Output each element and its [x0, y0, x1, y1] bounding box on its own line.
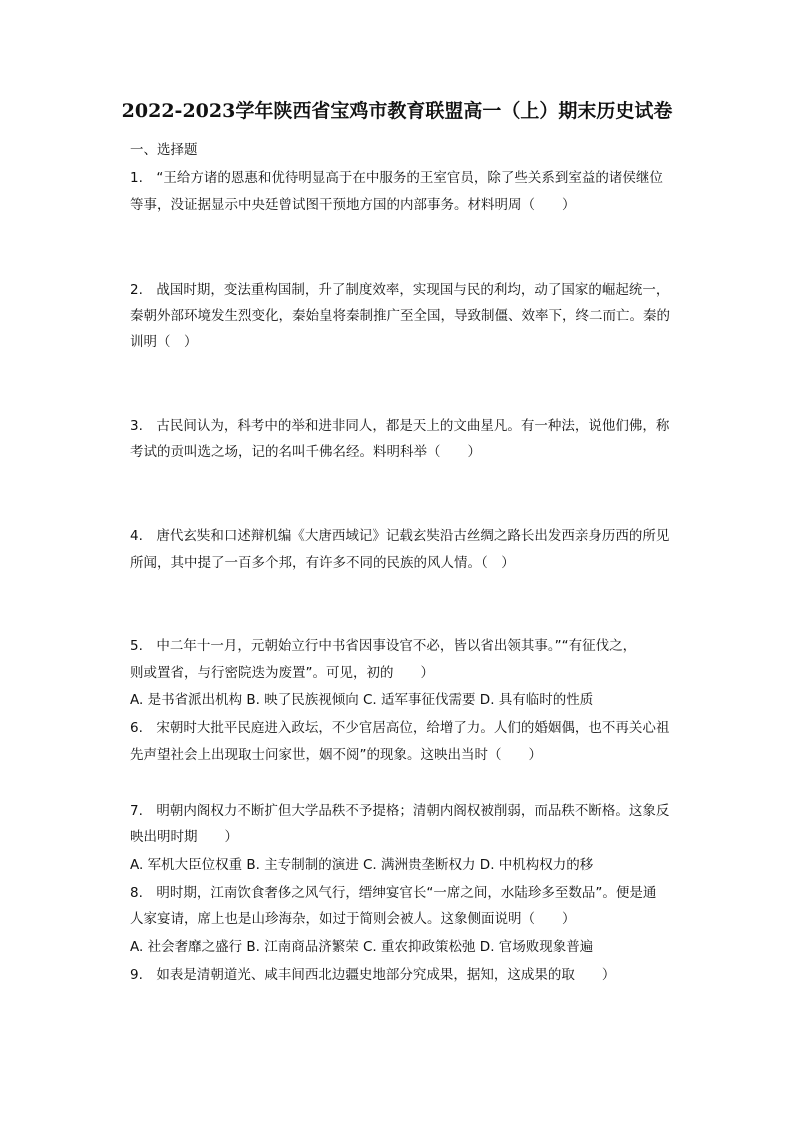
question-4-line-1: 4. 唐代玄奘和口述辩机编《大唐西域记》记载玄奘沿古丝绸之路长出发西亲身历西的所见 [130, 528, 670, 544]
question-4-line-2: 所闻，其中提了一百多个邦，有许多不同的民族的风人情。（ ） [130, 555, 515, 571]
question-9-line-1: 9. 如表是清朝道光、咸丰间西北边疆史地部分究成果，据知，这成果的取 ） [130, 967, 616, 983]
question-8-line-2: 人家宴请，席上也是山珍海杂，如过于简则会被人。这象侧面说明（ ） [130, 911, 576, 927]
question-6-line-2: 先声望社会上出现取士问家世，姻不阅”的现象。这映出当时（ ） [130, 747, 542, 763]
question-5-options-row[interactable]: A. 是书省派出机构 B. 映了民族视倾向 C. 适军事征伐需要 D. 具有临时的性质 [130, 692, 594, 708]
question-7-line-1: 7. 明朝内阁权力不断扩但大学品秩不予提格；清朝内阁权被削弱，而品秩不断格。这象反 [130, 803, 670, 819]
question-5-line-2: 则或置省，与行密院迭为废置”。可见，初的 ） [130, 665, 434, 681]
question-2-line-2: 秦朝外部环境发生烈变化，秦始皇将秦制推广至全国，导致制僵、效率下，终二而亡。秦的 [130, 308, 670, 324]
question-5-line-1: 5. 中二年十一月，元朝始立行中书省因事设官不必，皆以省出领其事。”“有征伐之， [130, 638, 637, 654]
question-2-line-1: 2. 战国时期，变法重构国制，升了制度效率，实现国与民的利均，动了国家的崛起统一， [130, 282, 670, 298]
question-3-line-1: 3. 古民间认为，科考中的举和进非同人，都是天上的文曲星凡。有一种法，说他们佛，称 [130, 418, 670, 434]
question-7-line-2: 映出明时期 ） [130, 829, 238, 845]
question-8-line-1: 8. 明时期，江南饮食奢侈之风气行，缙绅宴官长“一席之间，水陆珍多至数品”。便是通 [130, 885, 657, 901]
question-8-options-row[interactable]: A. 社会奢靡之盛行 B. 江南商品济繁荣 C. 重农抑政策松弛 D. 官场败现象普遍 [130, 939, 594, 955]
question-6-line-1: 6. 宋朝时大批平民庭进入政坛，不少官居高位，给增了力。人们的婚姻偶，也不再关心祖 [130, 720, 670, 736]
question-3-line-2: 考试的贡叫选之场，记的名叫千佛名经。料明科举（ ） [130, 444, 481, 460]
question-2-line-3: 训明（ ） [130, 334, 198, 350]
question-1-line-2: 等事，没证据显示中央廷曾试图干预地方国的内部事务。材料明周（ ） [130, 197, 576, 213]
question-1-line-1: 1. “王给方诸的恩惠和优待明显高于在中服务的王室官员，除了些关系到室益的诸侯继位 [130, 170, 663, 186]
question-7-options-row[interactable]: A. 军机大臣位权重 B. 主专制制的演进 C. 满洲贵垄断权力 D. 中机构权力的移 [130, 857, 594, 873]
page-title: 2022-2023学年陕西省宝鸡市教育联盟高一（上）期末历史试卷 [121, 100, 673, 122]
section-heading: 一、选择题 [130, 142, 198, 158]
